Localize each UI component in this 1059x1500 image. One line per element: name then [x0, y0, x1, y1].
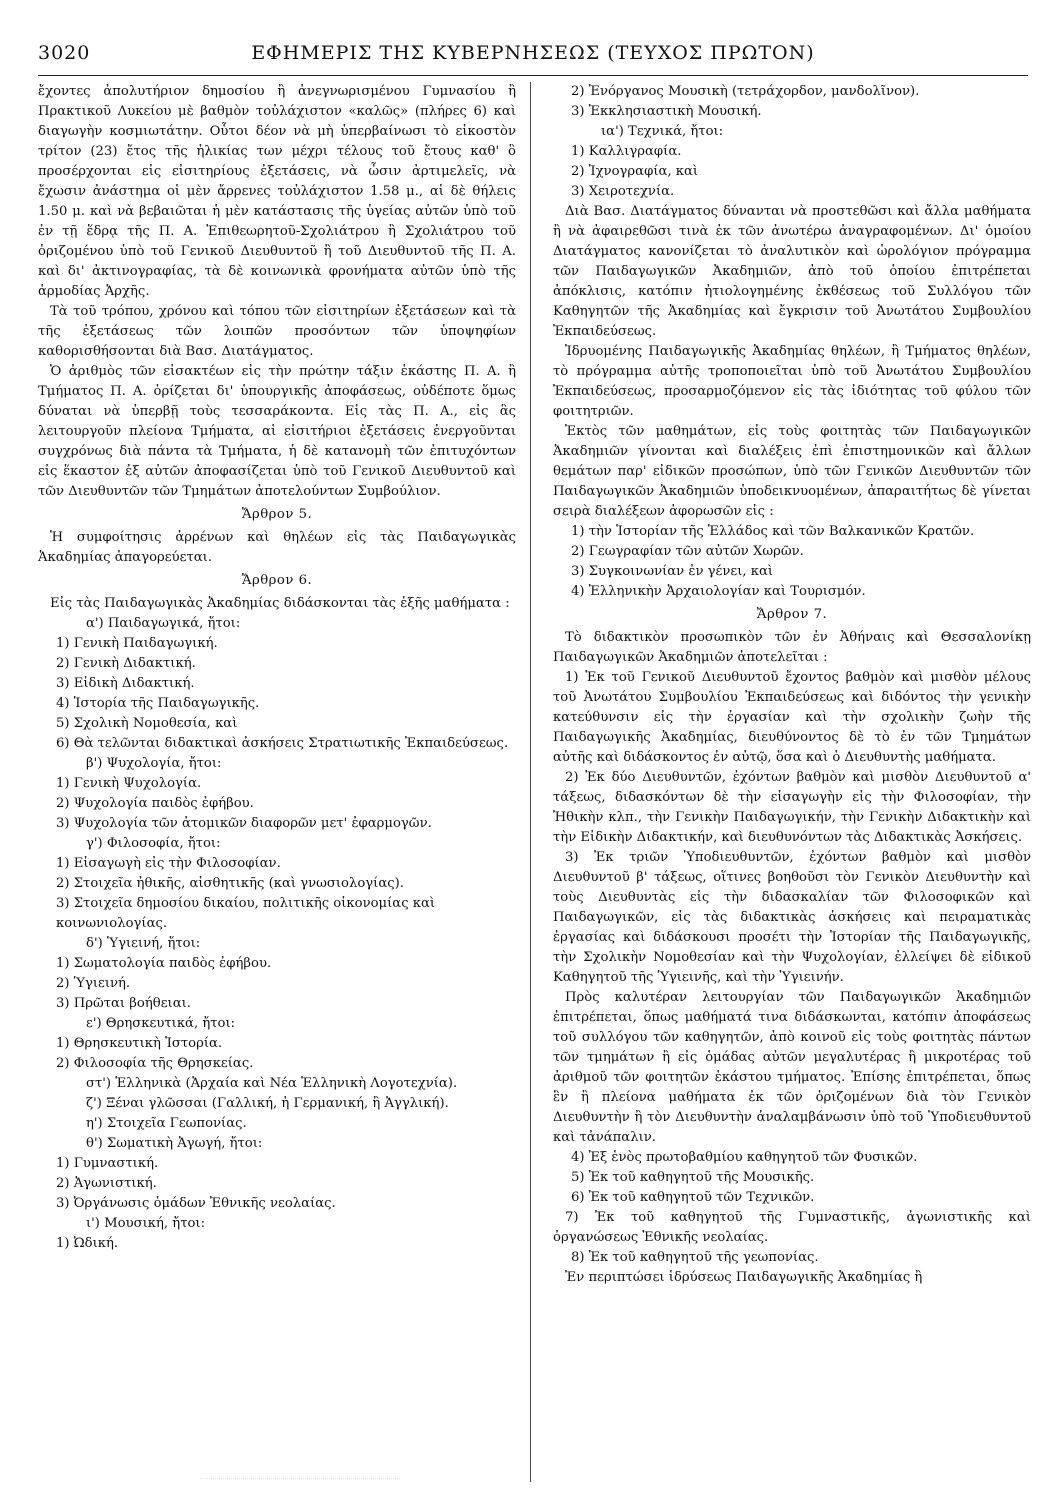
list-item: 5) Ἐκ τοῦ καθηγητοῦ τῆς Μουσικῆς. [571, 1170, 815, 1185]
list-item: 4) Ἐξ ἑνὸς πρωτοβαθμίου καθηγητοῦ τῶν Φυσικῶν. [571, 1150, 918, 1165]
paragraph: Ὁ ἀριθμὸς τῶν εἰσακτέων εἰς τὴν πρώτην τάξιν ἑκάστης Π. Α. ἢ Τμήματος Π. Α. ὁρίζεται δι' ὑπουργικῆς ἀποφάσεως, οὐδέποτε ὅμως δύναται νὰ ὑπερβῇ τοὺς τεσσαράκοντα. Εἰς τὰς Π. Α., εἰς ἃς λειτουργοῦν πλείονα Τμήματα, αἱ εἰσιτήριοι ἐξετάσεις ἐνεργοῦνται συγχρόνως διὰ πάντα τὰ Τμήματα, ἡ δὲ κατανομὴ τῶν ἐπιτυχόντων εἰς ἕκαστον ἐξ αὐτῶν ἀποφασίζεται ὑπὸ τοῦ Γενικοῦ Διευθυντοῦ καὶ τῶν Διευθυντῶν τῶν Τμημάτων ἀποτελούντων Συμβούλιον. [38, 364, 516, 499]
subject-group: δ') Ὑγιεινή, ἤτοι: [86, 936, 201, 951]
list-item: 1) Γενικὴ Παιδαγωγική. [56, 636, 218, 651]
subject-group: θ') Σωματικὴ Ἀγωγή, ἤτοι: [86, 1136, 263, 1151]
list-item: 2) Ἀγωνιστική. [56, 1176, 157, 1191]
faded-stamp [200, 1460, 400, 1479]
list-item: 4) Ἑλληνικὴν Ἀρχαιολογίαν καὶ Τουρισμόν. [571, 584, 866, 599]
paragraph: Ἐν περιπτώσει ἱδρύσεως Παιδαγωγικῆς Ἀκαδημίας ἢ [565, 1270, 923, 1285]
paragraph: 2) Ἐκ δύο Διευθυντῶν, ἐχόντων βαθμὸν καὶ μισθὸν Διευθυντοῦ α' τάξεως, διδασκόντων δὲ τὴν εἰσαγωγὴν εἰς τὴν Φιλοσοφίαν, τὴν Ἠθικὴν κλπ., τὴν Γενικὴν Παιδαγωγικήν, τὴν Γενικὴν Διδακτικὴν καὶ τὴν Εἰδικὴν Διδακτικήν, καὶ διευθυνόντων τὰς Διδακτικὰς Ἀσκήσεις. [553, 770, 1031, 845]
list-item: 2) Φιλοσοφία τῆς Θρησκείας. [56, 1056, 254, 1071]
paragraph: Ἱδρυομένης Παιδαγωγικῆς Ἀκαδημίας θηλέων, ἢ Τμήματος θηλέων, τὸ πρόγραμμα αὐτῆς τροποποιεῖται ὑπὸ τοῦ Ἀνωτάτου Συμβουλίου Ἐκπαιδεύσεως, προσαρμοζόμενον εἰς τὰς ἰδιότητας τοῦ φύλου τῶν φοιτητριῶν. [553, 344, 1031, 419]
paragraph: Ἐκτὸς τῶν μαθημάτων, εἰς τοὺς φοιτητὰς τῶν Παιδαγωγικῶν Ἀκαδημιῶν γίνονται καὶ διαλέξεις ἐπὶ ἐπιστημονικῶν καὶ ἄλλων θεμάτων παρ' εἰδικῶν προσώπων, ὑπὸ τῶν Γενικῶν Διευθυντῶν τῶν Παιδαγωγικῶν Ἀκαδημιῶν ὑποδεικνυομένων, ἀπαραιτήτως δὲ γίνεται σειρὰ διαλέξεων ἀφορωσῶν εἰς : [553, 424, 1031, 519]
paragraph: Πρὸς καλυτέραν λειτουργίαν τῶν Παιδαγωγικῶν Ἀκαδημιῶν ἐπιτρέπεται, ὅπως μαθήματά τινα διδάσκωνται, κατόπιν ἀποφάσεως τοῦ συλλόγου τῶν καθηγητῶν, ἀπὸ κοινοῦ εἰς τοὺς φοιτητὰς πάντων τῶν τμημάτων ἢ εἰς ὁμάδας αὐτῶν μεγαλυτέρας ἢ μικροτέρας τοῦ ἀριθμοῦ τῶν φοιτητῶν ἑκάστου τμήματος. Ἐπίσης ἐπιτρέπεται, ὅπως ἓν ἢ πλείονα μαθήματα ἐκ τῶν ὁριζομένων διὰ τὸν Γενικὸν Διευθυντὴν ἢ τὸν Διευθυντὴν ἀναλαμβάνωσιν ὑπὸ τοῦ Ὑποδιευθυντοῦ καὶ τἀνάπαλιν. [553, 990, 1031, 1145]
list-item: 2) Ἰχνογραφία, καὶ [571, 164, 699, 179]
subject-group: β') Ψυχολογία, ἤτοι: [86, 756, 222, 771]
paragraph: Ἡ συμφοίτησις ἀρρένων καὶ θηλέων εἰς τὰς Παιδαγωγικὰς Ἀκαδημίας ἀπαγορεύεται. [38, 530, 516, 565]
left-column [38, 82, 516, 1254]
list-item: 1) Γυμναστική. [56, 1156, 159, 1171]
list-item: 8) Ἐκ τοῦ καθηγητοῦ τῆς γεωπονίας. [571, 1250, 819, 1265]
paragraph: 7) Ἐκ τοῦ καθηγητοῦ τῆς Γυμναστικῆς, ἀγωνιστικῆς καὶ ὀργανώσεως Ἐθνικῆς νεολαίας. [553, 1210, 1031, 1245]
list-item: 2) Ἐνόργανος Μουσικὴ (τετράχορδον, μανδολῖνον). [571, 84, 920, 99]
subject-group: ε') Θρησκευτικά, ἤτοι: [86, 1016, 236, 1031]
page-header [38, 40, 1028, 72]
list-item: 1) Θρησκευτικὴ Ἱστορία. [56, 1036, 223, 1051]
subject-group: στ') Ἑλληνικὰ (Ἀρχαία καὶ Νέα Ἑλληνικὴ Λογοτεχνία). [86, 1076, 458, 1091]
list-item: 3) Ἐκκλησιαστικὴ Μουσική. [571, 104, 762, 119]
paragraph: Τὰ τοῦ τρόπου, χρόνου καὶ τόπου τῶν εἰσιτηρίων ἐξετάσεων καὶ τὰ τῆς ἐξετάσεως τῶν λοιπῶν προσόντων τῶν ὑποψηφίων καθορισθήσονται διὰ Βασ. Διατάγματος. [38, 304, 516, 359]
list-item: 2) Γεωγραφίαν τῶν αὐτῶν Χωρῶν. [571, 544, 804, 559]
list-item: 2) Ὑγιεινή. [56, 976, 131, 991]
list-item: 1) Ὠδική. [56, 1236, 119, 1251]
running-title: ΕΦΗΜΕΡΙΣ ΤΗΣ ΚΥΒΕΡΝΗΣΕΩΣ (ΤΕΥΧΟΣ ΠΡΩΤΟΝ) [251, 42, 815, 64]
paragraph: Τὸ διδακτικὸν προσωπικὸν τῶν ἐν Ἀθήναις καὶ Θεσσαλονίκῃ Παιδαγωγικῶν Ἀκαδημιῶν ἀποτελεῖται : [553, 630, 1031, 665]
header-rule [38, 75, 1028, 76]
list-item: 3) Ὀργάνωσις ὁμάδων Ἐθνικῆς νεολαίας. [56, 1196, 336, 1211]
paragraph: Εἰς τὰς Παιδαγωγικὰς Ἀκαδημίας διδάσκονται τὰς ἑξῆς μαθήματα : [50, 596, 510, 611]
subject-group: ζ') Ξέναι γλῶσσαι (Γαλλική, ἡ Γερμανική, ἢ Ἀγγλική). [86, 1096, 449, 1111]
subject-group: α') Παιδαγωγικά, ἤτοι: [86, 616, 241, 631]
paragraph: 3) Ἐκ τριῶν Ὑποδιευθυντῶν, ἐχόντων βαθμὸν καὶ μισθὸν Διευθυντοῦ β' τάξεως, οἵτινες βοηθοῦσι τὸν Γενικὸν Διευθυντὴν καὶ τοὺς Διευθυντὰς εἰς τὴν διδασκαλίαν τῶν Φιλοσοφικῶν καὶ Παιδαγωγικῶν, εἰς τὰς διδακτικὰς ἀσκήσεις καὶ πειραματικὰς ἐργασίας καὶ διδάσκουσι προσέτι τὴν Ἱστορίαν τῆς Παιδαγωγικῆς, τὴν Σχολικὴν Νομοθεσίαν καὶ τὴν Ψυχολογίαν, ἐλλείψει δὲ εἰδικοῦ Καθηγητοῦ τῆς Ὑγιεινῆς, καὶ τὴν Ὑγιεινήν. [553, 850, 1031, 985]
subject-group: η') Στοιχεῖα Γεωπονίας. [86, 1116, 247, 1131]
list-item: 3) Πρῶται βοήθειαι. [56, 996, 191, 1011]
article-heading: Ἄρθρον 5. [241, 507, 313, 522]
article-heading: Ἄρθρον 7. [756, 607, 828, 622]
column-divider [530, 82, 531, 1482]
list-item: 1) Καλλιγραφία. [571, 144, 682, 159]
list-item: 6) Ἐκ τοῦ καθηγητοῦ τῶν Τεχνικῶν. [571, 1190, 815, 1205]
paragraph: Διὰ Βασ. Διατάγματος δύνανται νὰ προστεθῶσι καὶ ἄλλα μαθήματα ἢ νὰ ἀφαιρεθῶσι τινὰ ἐκ τῶν ἀνωτέρω ἀναγραφομένων. Δι' ὁμοίου Διατάγματος κανονίζεται τὸ ἀναλυτικὸν καὶ ὡρολόγιον πρόγραμμα τῶν Παιδαγωγικῶν Ἀκαδημιῶν, ἀπὸ τοῦ ὁποίου ἐπιτρέπεται ἀπόκλισις, κατόπιν ἠτιολογημένης ἐκθέσεως τοῦ Συλλόγου τῶν Καθηγητῶν τῆς Ἀκαδημίας καὶ ἔγκρισιν τοῦ Ἀνωτάτου Συμβουλίου Ἐκπαιδεύσεως. [553, 204, 1031, 339]
list-item: 6) Θὰ τελῶνται διδακτικαὶ ἀσκήσεις Στρατιωτικῆς Ἐκπαιδεύσεως. [56, 736, 509, 751]
list-item: 3) Χειροτεχνία. [571, 184, 675, 199]
paragraph: 1) Ἐκ τοῦ Γενικοῦ Διευθυντοῦ ἔχοντος βαθμὸν καὶ μισθὸν μέλους τοῦ Ἀνωτάτου Συμβουλίου Ἐκπαιδεύσεως καὶ διδόντος τὴν γενικὴν κατεύθυνσιν εἰς τὴν ἐργασίαν καὶ τὴν σχολικὴν ζωὴν τῆς Παιδαγωγικῆς Ἀκαδημίας, διευθύνοντος δὲ τὸ ἐν τῶν Τμημάτων αὐτῆς καὶ διδάσκοντος ἐν αὐτῷ, ὅσα καὶ ὁ Διευθυντὴς μαθήματα. [553, 670, 1031, 765]
list-item: 3) Ψυχολογία τῶν ἀτομικῶν διαφορῶν μετ' ἐφαρμογῶν. [56, 816, 432, 831]
article-heading: Ἄρθρον 6. [241, 573, 313, 588]
list-item: 1) τὴν Ἱστορίαν τῆς Ἑλλάδος καὶ τῶν Βαλκανικῶν Κρατῶν. [571, 524, 975, 539]
page-number: 3020 [38, 42, 91, 64]
list-item: 2) Γενικὴ Διδακτική. [56, 656, 196, 671]
list-item: 5) Σχολικὴ Νομοθεσία, καὶ [56, 716, 238, 731]
list-item: 3) Στοιχεῖα δημοσίου δικαίου, πολιτικῆς οἰκονομίας καὶ κοινωνιολογίας. [56, 896, 436, 931]
subject-group: ι') Μουσική, ἤτοι: [86, 1216, 206, 1231]
list-item: 2) Ψυχολογία παιδὸς ἐφήβου. [56, 796, 254, 811]
list-item: 3) Συγκοινωνίαν ἐν γένει, καὶ [571, 564, 774, 579]
subject-group: γ') Φιλοσοφία, ἤτοι: [86, 836, 221, 851]
right-column [553, 82, 1031, 1288]
list-item: 1) Σωματολογία παιδὸς ἐφήβου. [56, 956, 272, 971]
list-item: 1) Εἰσαγωγὴ εἰς τὴν Φιλοσοφίαν. [56, 856, 281, 871]
paragraph: ἔχοντες ἀπολυτήριον δημοσίου ἢ ἀνεγνωρισμένου Γυμνασίου ἢ Πρακτικοῦ Λυκείου μὲ βαθμὸν τοὐλάχιστον «καλῶς» (πλήρες 6) καὶ διαγωγὴν κοσμιωτάτην. Οὗτοι δέον νὰ μὴ ὑπερβαίνωσι τὸ εἰκοστὸν τρίτον (23) ἔτος τῆς ἡλικίας των μέχρι τέλους τοῦ ἔτους καθ' ὃ προσέρχονται εἰς εἰσιτηρίους ἐξετάσεις, νὰ ὦσιν ἀρτιμελεῖς, νὰ ἔχωσιν ἀνάστημα οἱ μὲν ἄρρενες τοὐλάχιστον 1.58 μ., αἱ δὲ θήλεις 1.50 μ. καὶ νὰ βεβαιῶται ἡ μὲν κατάστασις τῆς ὑγείας αὐτῶν ὑπὸ τοῦ ἐν τῇ ἕδρᾳ τῆς Π. Α. Ἐπιθεωρητοῦ-Σχολιάτρου ἢ Σχολιάτρου τοῦ ὁριζομένου ὑπὸ τοῦ Γενικοῦ Διευθυντοῦ ἢ τοῦ Διευθυντοῦ τῆς Π. Α. καὶ δι' ἀκτινογραφίας, τὰ δὲ κοινωνικὰ φρονήματα αὐτῶν ὑπὸ τῆς ἁρμοδίας Ἀρχῆς. [38, 84, 516, 299]
list-item: 2) Στοιχεῖα ἠθικῆς, αἰσθητικῆς (καὶ γνωσιολογίας). [56, 876, 404, 891]
list-item: 1) Γενικὴ Ψυχολογία. [56, 776, 202, 791]
subject-group: ια') Τεχνικά, ἤτοι: [601, 124, 724, 139]
list-item: 4) Ἱστορία τῆς Παιδαγωγικῆς. [56, 696, 260, 711]
list-item: 3) Εἰδικὴ Διδακτική. [56, 676, 195, 691]
